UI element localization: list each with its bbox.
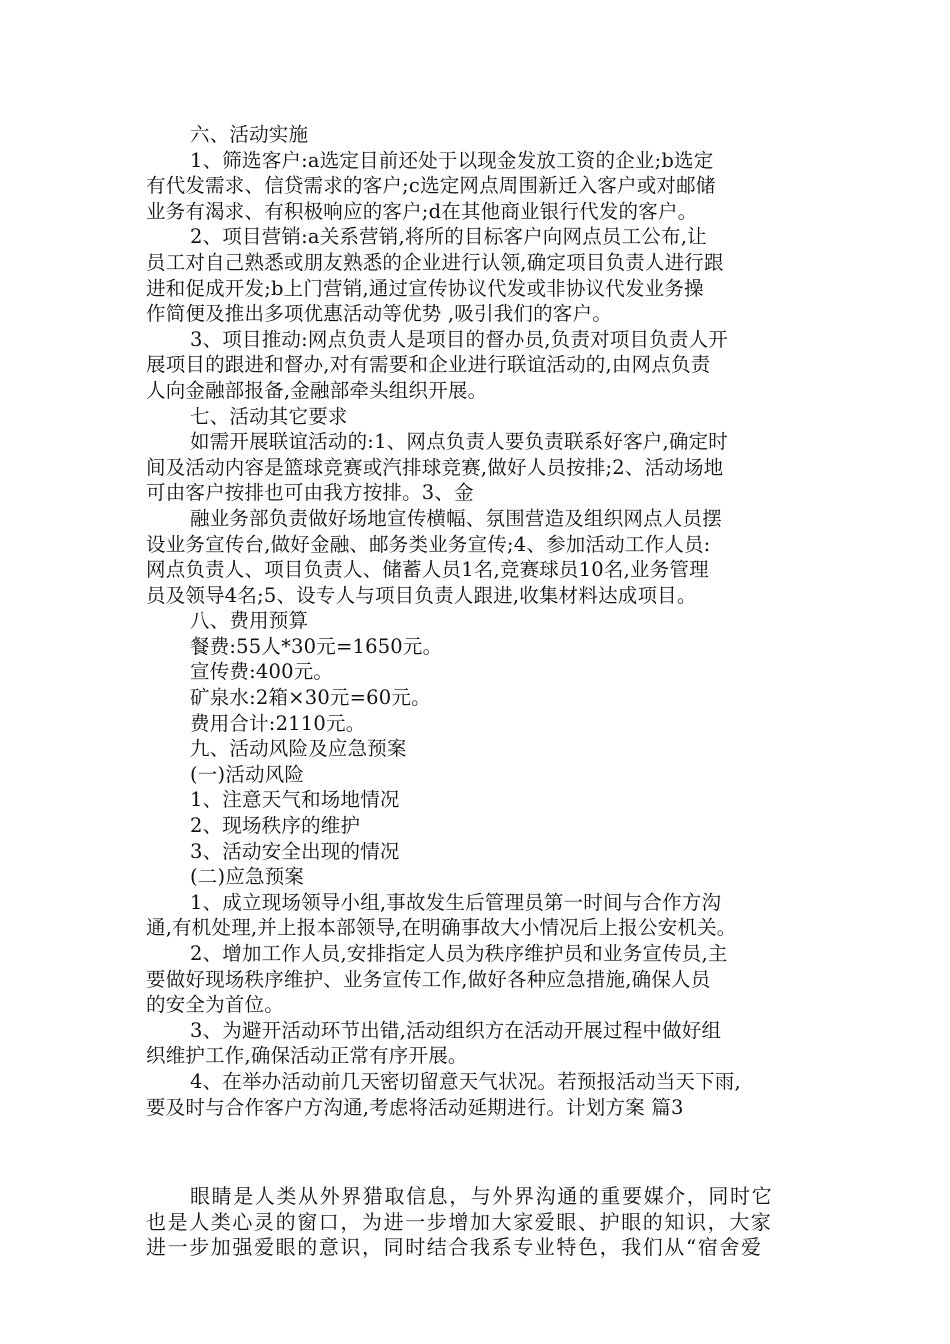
paragraph-line: 1、成立现场领导小组,事故发生后管理员第一时间与合作方沟	[190, 890, 722, 914]
paragraph-line: 3、活动安全出现的情况	[190, 839, 400, 863]
paragraph-line: 人向金融部报备,金融部牵头组织开展。	[146, 378, 488, 402]
paragraph-line: 1、注意天气和场地情况	[190, 788, 400, 812]
paragraph-line: 进和促成开发;b上门营销,通过宣传协议代发或非协议代发业务操	[146, 276, 704, 300]
paragraph-line: 2、现场秩序的维护	[190, 814, 361, 838]
paragraph-line: 八、费用预算	[190, 609, 309, 633]
paragraph-line: 1、筛选客户:a选定目前还处于以现金发放工资的企业;b选定	[190, 148, 714, 172]
paragraph-line: 要及时与合作客户方沟通,考虑将活动延期进行。计划方案 篇3	[146, 1095, 684, 1119]
paragraph-line: 业务有渴求、有积极响应的客户;d在其他商业银行代发的客户。	[146, 199, 698, 223]
paragraph-line: 九、活动风险及应急预案	[190, 737, 407, 761]
paragraph-line: 网点负责人、项目负责人、储蓄人员1名,竞赛球员10名,业务管理	[146, 558, 709, 582]
paragraph-line: 进一步加强爱眼的意识，同时结合我系专业特色，我们从“宿舍爱	[146, 1235, 763, 1260]
paragraph-line: 要做好现场秩序维护、业务宣传工作,做好各种应急措施,确保人员	[146, 967, 711, 991]
paragraph-line: 2、增加工作人员,安排指定人员为秩序维护员和业务宣传员,主	[190, 942, 728, 965]
paragraph-line: 融业务部负责做好场地宣传横幅、氛围营造及组织网点人员摆	[190, 506, 722, 530]
paragraph-line: 也是人类心灵的窗口，为进一步增加大家爱眼、护眼的知识，大家	[146, 1209, 773, 1234]
paragraph-line: 费用合计:2110元。	[190, 711, 366, 735]
paragraph-line: 眼睛是人类从外界猎取信息，与外界沟通的重要媒介，同时它	[190, 1184, 774, 1209]
paragraph-line: 有代发需求、信贷需求的客户;c选定网点周围新迁入客户或对邮储	[146, 174, 716, 198]
paragraph-line: 可由客户按排也可由我方按排。3、金	[146, 481, 474, 505]
paragraph-line: (一)活动风险	[190, 762, 305, 786]
paragraph-line: 3、为避开活动环节出错,活动组织方在活动开展过程中做好组	[190, 1018, 722, 1042]
paragraph-line: 通,有机处理,并上报本部领导,在明确事故大小情况后上报公安机关。	[146, 916, 737, 940]
paragraph-line: 七、活动其它要求	[190, 404, 348, 428]
paragraph-line: 展项目的跟进和督办,对有需要和企业进行联谊活动的,由网点负责	[146, 353, 711, 377]
paragraph-line: 间及活动内容是篮球竞赛或汽排球竞赛,做好人员按排;2、活动场地	[146, 455, 724, 479]
paragraph-line: 3、项目推动:网点负责人是项目的督办员,负责对项目负责人开	[190, 327, 728, 351]
paragraph-line: 员及领导4名;5、设专人与项目负责人跟进,收集材料达成项目。	[146, 583, 697, 607]
paragraph-line: 六、活动实施	[190, 123, 309, 146]
paragraph-line: 如需开展联谊活动的:1、网点负责人要负责联系好客户,确定时	[190, 430, 728, 454]
paragraph-line: 4、在举办活动前几天密切留意天气状况。若预报活动当天下雨,	[190, 1069, 741, 1093]
paragraph-line: (二)应急预案	[190, 865, 305, 889]
paragraph-line: 餐费:55人*30元=1650元。	[190, 634, 443, 658]
section-gap	[146, 1120, 810, 1184]
paragraph-line: 设业务宣传台,做好金融、邮务类业务宣传;4、参加活动工作人员:	[146, 532, 711, 556]
document-section-plan	[146, 122, 810, 1120]
paragraph-line: 作简便及推出多项优惠活动等优势 ,吸引我们的客户。	[146, 302, 612, 326]
paragraph-line: 员工对自己熟悉或朋友熟悉的企业进行认领,确定项目负责人进行跟	[146, 250, 724, 274]
paragraph-line: 宣传费:400元。	[190, 660, 334, 684]
document-page	[146, 122, 810, 1261]
document-section-eye-care	[146, 1184, 810, 1261]
paragraph-line: 的安全为首位。	[146, 993, 284, 1017]
paragraph-line: 织维护工作,确保活动正常有序开展。	[146, 1044, 468, 1068]
paragraph-line: 2、项目营销:a关系营销,将所的目标客户向网点员工公布,让	[190, 225, 707, 249]
paragraph-line: 矿泉水:2箱×30元=60元。	[190, 686, 431, 710]
